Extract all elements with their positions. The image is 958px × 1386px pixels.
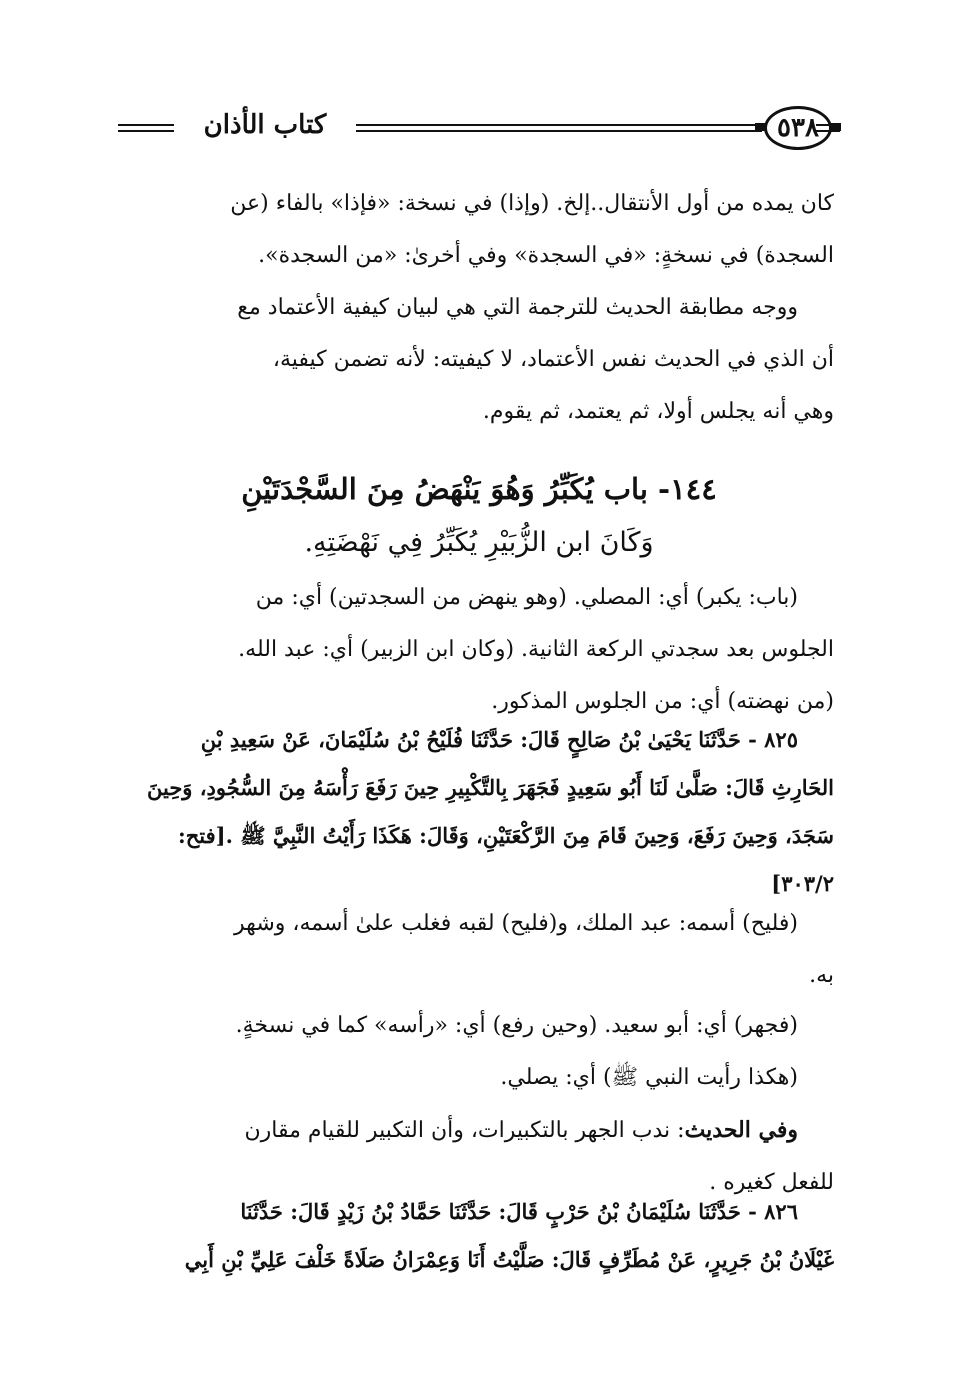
header-rule-middle (356, 124, 762, 132)
text-line: السجدة) في نسخةٍ: «في السجدة» وفي أخرىٰ: «من السجدة». (258, 243, 834, 268)
hadith-line: ٨٢٦ - حَدَّثَنَا سُلَيْمَانُ بْنُ حَرْبٍ قَالَ: حَدَّثَنَا حَمَّادُ بْنُ زَيْدٍ قَالَ: حَدَّثَنَا (240, 1199, 798, 1224)
running-title: كتاب الأذان (203, 110, 327, 140)
header-rule-right (816, 124, 840, 132)
text-line (124, 1104, 834, 1157)
commentary-paragraph-4 (124, 898, 834, 1002)
text-line: وهي أنه يجلس أولا، ثم يعتمد، ثم يقوم. (482, 399, 834, 424)
text-line: أن الذي في الحديث نفس الأعتماد، لا كيفيته: لأنه تضمن كيفية، (272, 347, 834, 372)
hadith-line: الحَارِثِ قَالَ: صَلَّىٰ لَنَا أَبُو سَعِيدٍ فَجَهَرَ بِالتَّكْبِيرِ حِينَ رَفَعَ رَأْسَهُ مِنَ السُّجُودِ، وَحِينَ (147, 775, 834, 800)
hadith-line: غَيْلَانُ بْنُ جَرِيرٍ، عَنْ مُطَرِّفٍ قَالَ: صَلَّيْتُ أَنَا وَعِمْرَانُ صَلَاةً خَلْفَ عَلِيِّ بْنِ أَبِي (184, 1247, 834, 1272)
hadith-825 (124, 716, 834, 908)
text-line: للفعل كغيره . (709, 1170, 834, 1195)
text-line: ووجه مطابقة الحديث للترجمة التي هي لبيان كيفية الأعتماد مع (237, 295, 798, 320)
text-span: : ندب الجهر بالتكبيرات، وأن التكبير للقيام مقارن (244, 1118, 685, 1143)
text-line: (من نهضته) أي: من الجلوس المذكور. (491, 689, 834, 714)
hadith-reference: ٣٠٣/٢] (771, 871, 834, 896)
commentary-paragraph-2 (124, 282, 834, 438)
text-line: كان يمده من أول الأنتقال..إلخ. (وإذا) في نسخة: «فإذا» بالفاء (عن (230, 191, 834, 216)
commentary-paragraph-5 (124, 1000, 834, 1104)
header-rule-left (118, 124, 174, 132)
page-number: ٥٣٨ (764, 106, 832, 150)
hadith-line: ٨٢٥ - حَدَّثَنَا يَحْيَىٰ بْنُ صَالِحٍ قَالَ: حَدَّثَنَا فُلَيْحُ بْنُ سُلَيْمَانَ، عَنْ سَعِيدِ بْنِ (200, 727, 798, 752)
text-line: (فجهر) أي: أبو سعيد. (وحين رفع) أي: «رأسه» كما في نسخةٍ. (235, 1013, 798, 1038)
text-line: (هكذا رأيت النبي ﷺ) أي: يصلي. (500, 1065, 798, 1090)
chapter-subheading: وَكَانَ ابن الزُّبَيْرِ يُكَبِّرُ فِي نَهْضَتِهِ. (304, 527, 654, 558)
chapter-heading: ١٤٤- باب يُكَبِّرُ وَهُوَ يَنْهَضُ مِنَ السَّجْدَتَيْنِ (241, 472, 717, 506)
hadith-line: سَجَدَ، وَحِينَ رَفَعَ، وَحِينَ قَامَ مِنَ الرَّكْعَتَيْنِ، وَقَالَ: هَكَذَا رَأَيْتُ النَّبِيَّ ﷺ .[فتح: (177, 823, 834, 848)
lead-phrase: وفي الحديث (684, 1117, 798, 1143)
text-line: (باب: يكبر) أي: المصلي. (وهو ينهض من السجدتين) أي: من (255, 585, 798, 610)
commentary-paragraph-3 (124, 572, 834, 728)
page-header (118, 104, 840, 156)
text-line: به. (809, 963, 834, 988)
commentary-paragraph-1 (124, 178, 834, 282)
hadith-826 (124, 1188, 834, 1284)
text-line: الجلوس بعد سجدتي الركعة الثانية. (وكان ابن الزبير) أي: عبد الله. (238, 637, 834, 662)
text-line: (فليح) أسمه: عبد الملك، و(فليح) لقبه فغلب علىٰ أسمه، وشهر (234, 911, 798, 936)
